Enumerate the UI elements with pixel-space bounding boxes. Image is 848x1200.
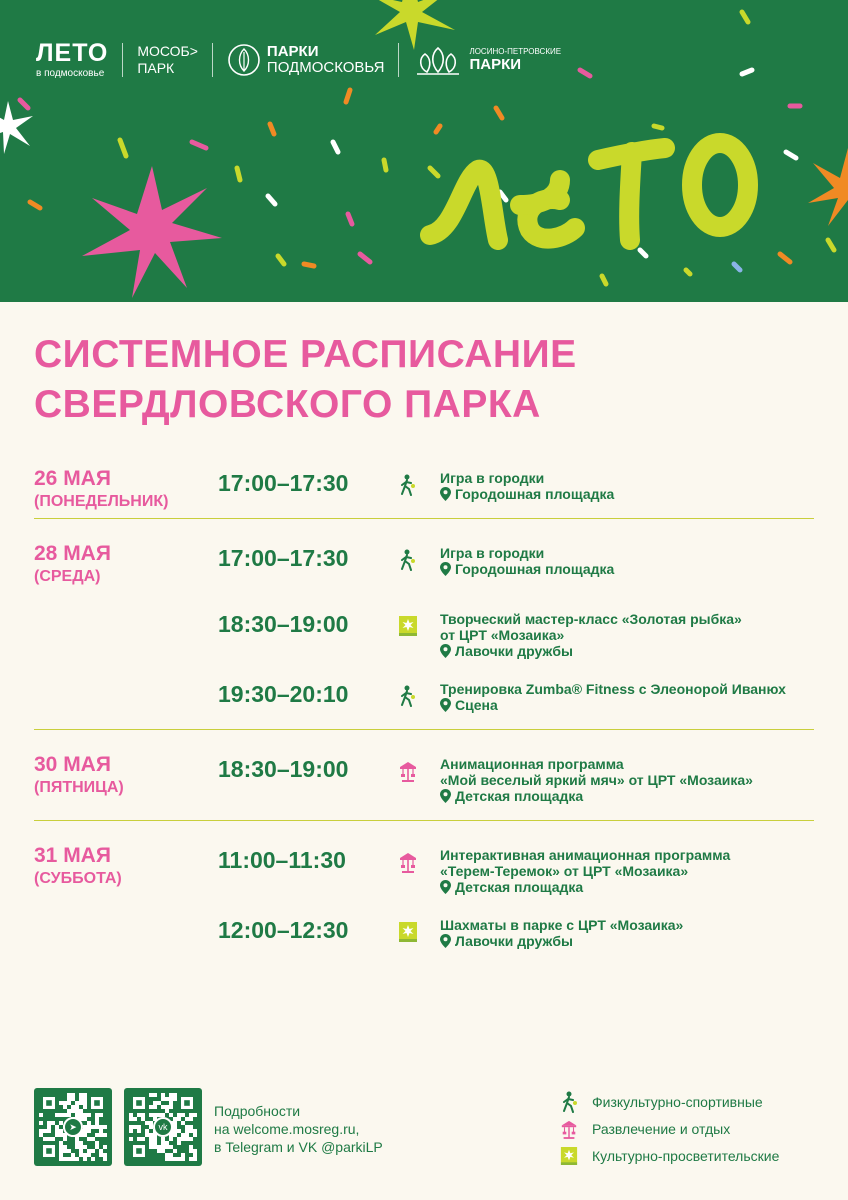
event-title: Тренировка Zumba® Fitness с Элеонорой Иванюх	[440, 681, 786, 697]
schedule-day	[34, 519, 814, 730]
vk-icon: vk	[153, 1117, 173, 1137]
logo-mosob-line2: ПАРК	[137, 60, 175, 76]
logo-leto	[36, 41, 108, 79]
logo-divider	[212, 43, 213, 77]
event-title: Интерактивная анимационная программа	[440, 847, 731, 863]
title-line-1: СИСТЕМНОЕ РАСПИСАНИЕ	[34, 333, 577, 376]
event-info	[440, 847, 730, 895]
culture-icon	[560, 1146, 578, 1166]
event-location-text: Лавочки дружбы	[455, 933, 573, 949]
footer	[34, 1088, 824, 1168]
location-pin-icon	[440, 562, 455, 576]
event-time: 12:00–12:30	[218, 917, 349, 943]
location-pin-icon	[440, 487, 455, 501]
schedule-event	[34, 677, 814, 715]
sport-icon	[398, 549, 418, 573]
day-date: 26 МАЯ	[34, 467, 111, 490]
schedule-event	[34, 752, 814, 806]
leaf-circle-icon	[227, 43, 261, 77]
sport-icon	[560, 1092, 578, 1112]
day-weekday: (СРЕДА)	[34, 568, 101, 585]
legend-item	[560, 1115, 779, 1142]
legend-label: Культурно-просветительские	[592, 1147, 780, 1164]
location-pin-icon	[440, 934, 455, 948]
day-weekday: (СУББОТА)	[34, 870, 122, 887]
footer-info-line3[interactable]: в Telegram и VK @parkiLP	[214, 1139, 383, 1155]
footer-info-line1: Подробности	[214, 1103, 301, 1119]
event-location-text: Детская площадка	[455, 879, 584, 895]
leaves-icon	[413, 44, 463, 76]
logo-parki-line2: ПОДМОСКОВЬЯ	[266, 59, 385, 76]
logo-parki-line1: ПАРКИ	[266, 43, 319, 60]
event-location-text: Сцена	[455, 697, 498, 713]
carousel-icon	[560, 1119, 578, 1139]
carousel-icon	[398, 851, 418, 875]
event-info	[440, 545, 614, 577]
logo-divider	[122, 43, 123, 77]
schedule-event	[34, 466, 814, 504]
event-title: «Терем-Теремок» от ЦРТ «Мозаика»	[440, 863, 689, 879]
sport-icon	[398, 685, 418, 709]
event-location	[440, 486, 614, 502]
logos-row	[36, 40, 561, 80]
title-line-2: СВЕРДЛОВСКОГО ПАРКА	[34, 383, 541, 426]
location-pin-icon	[440, 698, 455, 712]
day-weekday: (ПЯТНИЦА)	[34, 779, 124, 796]
logo-divider	[398, 43, 399, 77]
page-title	[34, 330, 577, 430]
event-info	[440, 611, 742, 659]
schedule-day	[34, 730, 814, 821]
location-pin-icon	[440, 644, 455, 658]
event-location	[440, 879, 730, 895]
qr-code-telegram[interactable]	[34, 1088, 112, 1166]
event-time: 19:30–20:10	[218, 681, 349, 707]
event-location-text: Лавочки дружбы	[455, 643, 573, 659]
event-title: от ЦРТ «Мозаика»	[440, 627, 565, 643]
event-location	[440, 788, 753, 804]
day-weekday: (ПОНЕДЕЛЬНИК)	[34, 493, 169, 510]
culture-icon	[398, 615, 418, 639]
carousel-icon	[398, 760, 418, 784]
day-date: 28 МАЯ	[34, 542, 111, 565]
logo-losino-petrovskie	[413, 44, 561, 76]
logo-leto-sub: в подмосковье	[36, 68, 105, 79]
qr-code-vk[interactable]	[124, 1088, 202, 1166]
event-location	[440, 561, 614, 577]
event-location	[440, 643, 742, 659]
logo-mosobpark	[137, 43, 198, 77]
logo-mosob-line1: МОСОБ>	[137, 43, 198, 59]
schedule-day	[34, 466, 814, 519]
logo-leto-text: ЛЕТО	[36, 39, 109, 67]
legend-label: Развлечение и отдых	[592, 1120, 731, 1137]
event-title: Анимационная программа	[440, 756, 624, 772]
legend	[560, 1088, 779, 1169]
event-time: 17:00–17:30	[218, 470, 349, 496]
location-pin-icon	[440, 880, 455, 894]
sport-icon	[398, 474, 418, 498]
logo-los-line1: ЛОСИНО-ПЕТРОВСКИЕ	[469, 47, 562, 56]
event-info	[440, 917, 683, 949]
leto-script-icon	[430, 143, 748, 240]
schedule-event	[34, 913, 814, 951]
logo-parki-podmoskovya	[227, 43, 385, 77]
legend-item	[560, 1142, 779, 1169]
footer-info	[214, 1102, 383, 1156]
event-time: 17:00–17:30	[218, 545, 349, 571]
event-info	[440, 756, 753, 804]
pink-star-icon	[82, 166, 222, 298]
event-location-text: Городошная площадка	[455, 486, 615, 502]
event-info	[440, 470, 614, 502]
event-title: «Мой веселый яркий мяч» от ЦРТ «Мозаика»	[440, 772, 753, 788]
footer-info-line2[interactable]: на welcome.mosreg.ru,	[214, 1121, 360, 1137]
header-banner	[0, 0, 848, 302]
day-date: 30 МАЯ	[34, 753, 111, 776]
event-location	[440, 697, 786, 713]
orange-star-icon	[808, 148, 848, 226]
legend-item	[560, 1088, 779, 1115]
event-title: Игра в городки	[440, 470, 545, 486]
event-title: Шахматы в парке с ЦРТ «Мозаика»	[440, 917, 684, 933]
event-time: 18:30–19:00	[218, 756, 349, 782]
event-location-text: Городошная площадка	[455, 561, 615, 577]
schedule-event	[34, 843, 814, 913]
event-title: Игра в городки	[440, 545, 545, 561]
day-date: 31 МАЯ	[34, 844, 111, 867]
culture-icon	[398, 921, 418, 945]
event-location	[440, 933, 683, 949]
schedule-event	[34, 541, 814, 607]
schedule-list	[34, 466, 814, 965]
telegram-icon: ➤	[63, 1117, 83, 1137]
legend-label: Физкультурно-спортивные	[592, 1093, 763, 1110]
schedule-day	[34, 821, 814, 965]
logo-los-line2: ПАРКИ	[469, 56, 522, 73]
event-time: 18:30–19:00	[218, 611, 349, 637]
schedule-event	[34, 607, 814, 677]
event-time: 11:00–11:30	[218, 847, 346, 873]
location-pin-icon	[440, 789, 455, 803]
event-location-text: Детская площадка	[455, 788, 584, 804]
event-title: Творческий мастер-класс «Золотая рыбка»	[440, 611, 742, 627]
event-info	[440, 681, 786, 713]
